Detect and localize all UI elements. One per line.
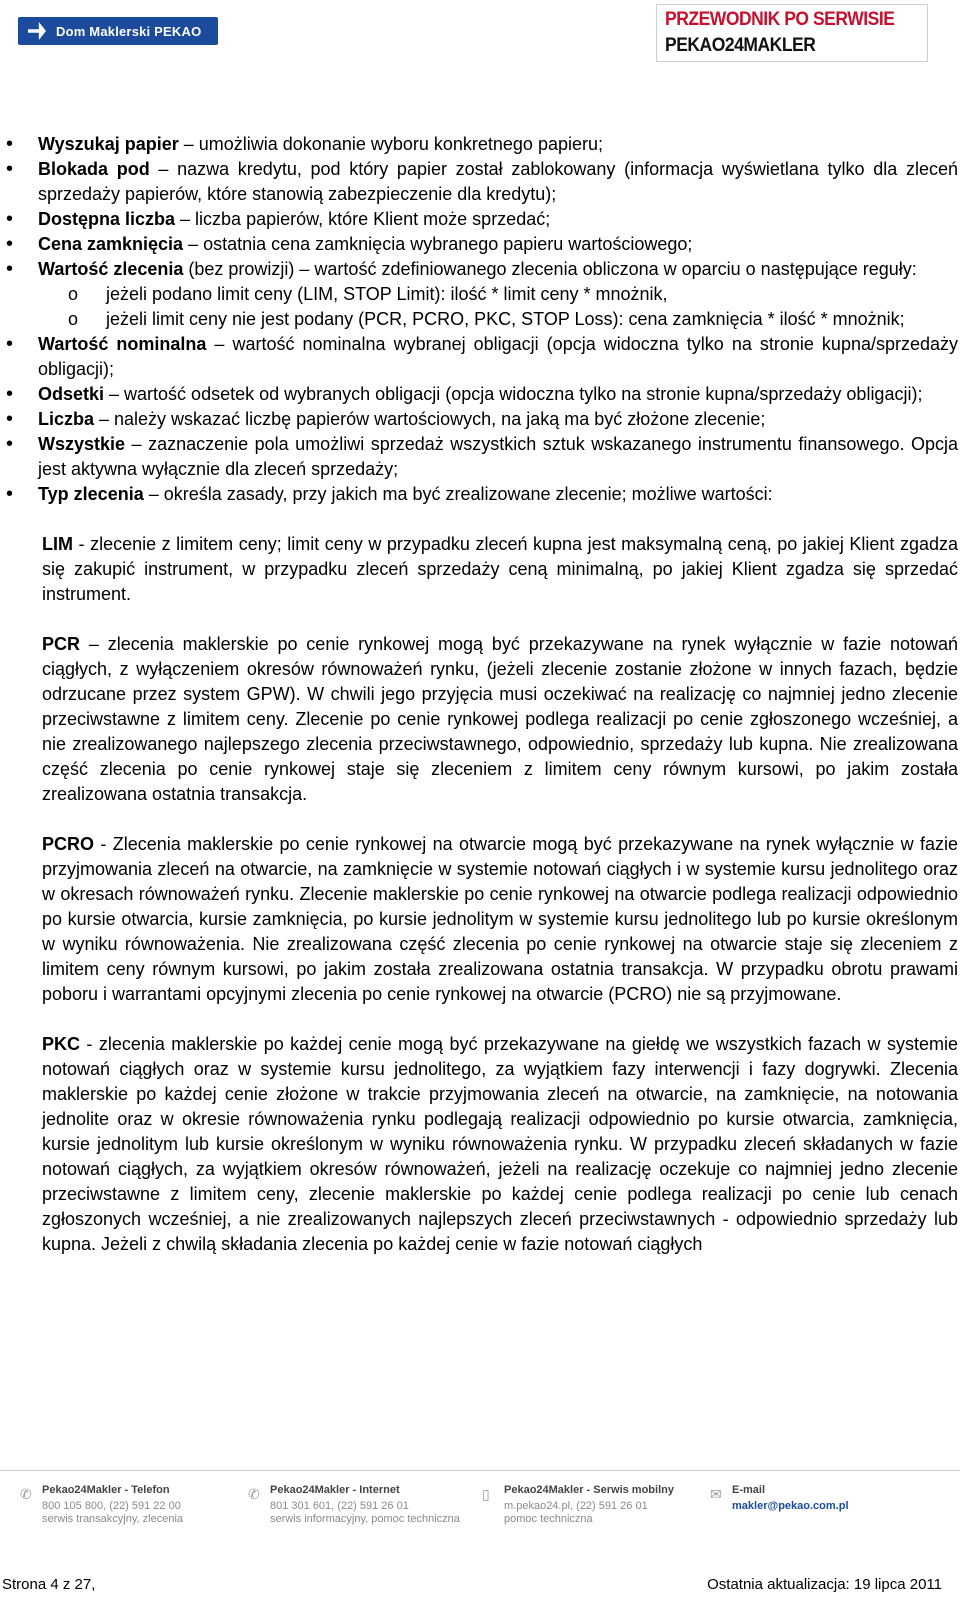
list-item — [38, 332, 958, 382]
phone-icon: ✆ — [20, 1486, 32, 1502]
list-item — [38, 432, 958, 482]
guide-subtitle: PEKAO24MAKLER — [665, 35, 816, 56]
description: – ostatnia cena zamknięcia wybranego papieru wartościowego; — [183, 234, 693, 254]
phone-icon: ✆ — [248, 1486, 260, 1502]
list-item — [38, 207, 958, 232]
guide-badge — [656, 4, 928, 62]
email-link[interactable]: makler@pekao.com.pl — [732, 1500, 849, 1512]
term: Liczba — [38, 409, 95, 429]
order-type-pkc — [42, 1032, 958, 1257]
footer-line: 800 105 800, (22) 591 22 00 — [42, 1500, 181, 1512]
term: Dostępna liczba — [38, 209, 176, 229]
description: - zlecenia maklerskie po każdej cenie mogą być przekazywane na giełdę we wszystkich fazach w systemie notowań ciągłych oraz w systemie kursu jednolitego, za wyjątkiem fazy interwencji i fazy dogrywki. Zlecenia maklerskie po każdej cenie złożone w trakcie przyjmowania zleceń na otwarcie, na zamknięcie, na notowania jednolite oraz w okresie równoważenia rynku podlegają realizacji odpowiednio po kursie otwarcia, zamknięcia, kursie jednolitym lub kursie określonym w wyniku równoważenia rynku. W przypadku zleceń składanych w fazie notowań ciągłych, za wyjątkiem okresów równoważeń, jeżeli na realizację oczekuje co najmniej jedno zlecenie przeciwstawne z limitem ceny, zlecenie maklerskie po każdej cenie podlega realizacji po cenie lub cenach zgłoszonych wcześniej, a nie zrealizowanych najlepszych zleceń przeciwstawnych - odpowiednio sprzedaży lub kupna. Jeżeli z chwilą składania zlecenia po każdej cenie w fazie notowań ciągłych — [42, 1034, 958, 1254]
term: Cena zamknięcia — [38, 234, 184, 254]
page-header — [0, 0, 960, 72]
term: Wyszukaj papier — [38, 134, 179, 154]
order-type-pcr — [42, 632, 958, 807]
mobile-icon: ▯ — [482, 1486, 490, 1502]
description: – nazwa kredytu, pod który papier został zablokowany (informacja wyświetlana tylko dla zleceń sprzedaży papierów, które stanowią zabezpieczenie dla kredytu); — [38, 159, 958, 204]
order-type-pcro — [42, 832, 958, 1007]
description: (bez prowizji) – wartość zdefiniowanego zlecenia obliczona w oparciu o następujące reguły: — [183, 259, 917, 279]
mail-icon: ✉ — [710, 1486, 722, 1502]
footer-title: Pekao24Makler - Serwis mobilny — [504, 1484, 674, 1496]
description: - zlecenie z limitem ceny; limit ceny w przypadku zleceń kupna jest maksymalną ceną, po jakiej Klient zgadza się zakupić instrument, w przypadku zleceń sprzedaży ceną minimalną, po jakiej Klient zgadza się sprzedać instrument. — [42, 534, 958, 604]
footer-title: E-mail — [732, 1484, 766, 1496]
sub-list — [38, 282, 958, 332]
footer-line: serwis informacyjny, pomoc techniczna — [270, 1513, 460, 1525]
footer-title: Pekao24Makler - Telefon — [42, 1484, 170, 1496]
term: Wartość nominalna — [38, 334, 207, 354]
term: Blokada pod — [38, 159, 150, 179]
term: Typ zlecenia — [38, 484, 144, 504]
sub-list-item: o jeżeli podano limit ceny (LIM, STOP Limit): ilość * limit ceny * mnożnik, — [106, 282, 958, 307]
list-item — [38, 482, 958, 507]
description: – należy wskazać liczbę papierów wartościowych, na jaką ma być złożone zlecenie; — [94, 409, 766, 429]
list-item — [38, 407, 958, 432]
document-body — [38, 132, 958, 1257]
footer-line: pomoc techniczna — [504, 1513, 593, 1525]
description: – zlecenia maklerskie po cenie rynkowej mogą być przekazywane na rynek wyłącznie w fazie notowań ciągłych, z wyłączeniem okresów równoważeń rynku, (jeżeli zlecenie zostanie złożone w innych fazach, będzie odrzucane przez system GPW). W chwili jego przyjęcia musi oczekiwać na realizację co najmniej jedno zlecenie przeciwstawne z limitem ceny. Zlecenie po cenie rynkowej podlega realizacji po cenie zgłoszonego wcześniej, a nie zrealizowanego najlepszego zlecenia przeciwstawnego, odpowiednio, sprzedaży lub kupna. Nie zrealizowana część zlecenia po cenie rynkowej staje się zleceniem z limitem ceny równym kursowi, po jakim została zrealizowana ostatnia transakcja. — [42, 634, 958, 804]
list-item — [38, 257, 958, 332]
pekao-logo-icon — [28, 22, 46, 40]
guide-title: PRZEWODNIK PO SERWISIE — [665, 9, 895, 30]
list-item — [38, 382, 958, 407]
list-item — [38, 232, 958, 257]
logo-text: Dom Maklerski PEKAO — [56, 23, 202, 39]
term: Odsetki — [38, 384, 105, 404]
sub-list-item: o jeżeli limit ceny nie jest podany (PCR, PCRO, PKC, STOP Loss): cena zamknięcia * ilość * mnożnik; — [106, 307, 958, 332]
footer-divider — [0, 1470, 960, 1471]
footer-line: 801 301 601, (22) 591 26 01 — [270, 1500, 409, 1512]
footer-title: Pekao24Makler - Internet — [270, 1484, 400, 1496]
last-updated: Ostatnia aktualizacja: 19 lipca 2011 — [707, 1576, 942, 1593]
page-number: Strona 4 z 27, — [2, 1576, 96, 1593]
term: LIM — [42, 534, 73, 554]
description: – zaznaczenie pola umożliwi sprzedaż wszystkich sztuk wskazanego instrumentu finansowego. Opcja jest aktywna wyłącznie dla zleceń sprzedaży; — [38, 434, 958, 479]
description: - Zlecenia maklerskie po cenie rynkowej na otwarcie mogą być przekazywane na rynek wyłącznie w fazie przyjmowania zleceń na otwarcie, na zamknięcie w systemie notowań ciągłych i w systemie kursu jednolitego oraz w okresach równoważeń rynku. Zlecenie maklerskie po cenie rynkowej na otwarcie podlega realizacji odpowiednio po kursie otwarcia, kursie zamknięcia, po kursie jednolitym w systemie kursu jednolitego lub po kursie określonym w wyniku równoważenia. Nie zrealizowana część zlecenia po cenie rynkowej na otwarcie staje się zleceniem z limitem ceny równym kursowi, po jakim została zrealizowana ostatnia transakcja. W przypadku obrotu prawami poboru i warrantami opcyjnymi zlecenia po cenie rynkowej na otwarcie (PCRO) nie są przyjmowane. — [42, 834, 958, 1004]
list-item — [38, 132, 958, 157]
term: Wartość zlecenia — [38, 259, 184, 279]
description: – wartość odsetek od wybranych obligacji (opcja widoczna tylko na stronie kupna/sprzedaży obligacji); — [104, 384, 923, 404]
term: PCR — [42, 634, 81, 654]
order-type-lim — [42, 532, 958, 607]
description: – liczba papierów, które Klient może sprzedać; — [175, 209, 551, 229]
term: Wszystkie — [38, 434, 126, 454]
term: PCRO — [42, 834, 95, 854]
description: – umożliwia dokonanie wyboru konkretnego papieru; — [178, 134, 603, 154]
description: – określa zasady, przy jakich ma być zrealizowane zlecenie; możliwe wartości: — [143, 484, 773, 504]
dm-pekao-logo — [18, 17, 218, 45]
footer-line: serwis transakcyjny, zlecenia — [42, 1513, 184, 1525]
term: PKC — [42, 1034, 81, 1054]
description: – wartość nominalna wybranej obligacji (opcja widoczna tylko na stronie kupna/sprzedaży obligacji); — [38, 334, 959, 379]
footer-line: m.pekao24.pl, (22) 591 26 01 — [504, 1500, 648, 1512]
list-item — [38, 157, 958, 207]
field-list — [38, 132, 958, 507]
